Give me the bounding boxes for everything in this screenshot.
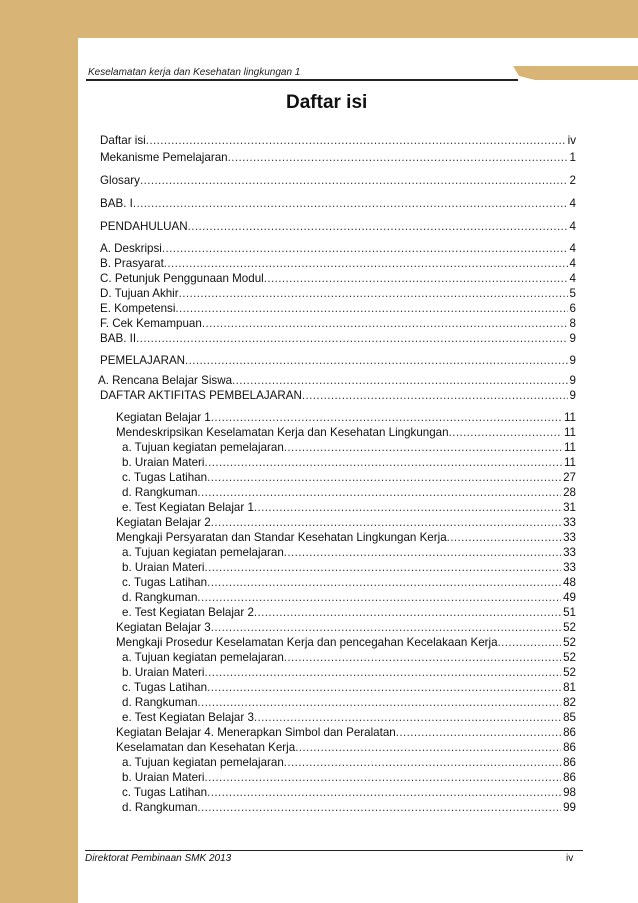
toc-entry-page: 9	[569, 374, 576, 387]
toc-leader-dots	[228, 151, 568, 164]
toc-entry[interactable]	[122, 711, 576, 724]
header-tab-shape	[513, 66, 638, 80]
toc-entry-page: 52	[563, 666, 576, 679]
toc-entry-label: e. Test Kegiatan Belajar 3	[122, 711, 254, 724]
toc-entry-label: e. Test Kegiatan Belajar 1	[122, 501, 254, 514]
toc-entry-page: 82	[563, 696, 576, 709]
toc-entry[interactable]	[100, 389, 576, 402]
toc-entry-label: B. Prasyarat	[100, 257, 164, 270]
toc-entry-label: BAB. II	[100, 332, 137, 345]
toc-entry-label: d. Rangkuman	[122, 591, 198, 604]
toc-leader-dots	[284, 651, 561, 664]
toc-entry-page: 86	[563, 726, 576, 739]
toc-leader-dots	[302, 389, 568, 402]
toc-entry[interactable]	[100, 302, 576, 315]
toc-entry-page: 9	[569, 354, 576, 367]
toc-entry[interactable]	[100, 174, 576, 187]
toc-entry-page: 9	[569, 389, 576, 402]
toc-leader-dots	[204, 666, 561, 679]
toc-entry-label: e. Test Kegiatan Belajar 2	[122, 606, 254, 619]
toc-entry[interactable]	[122, 786, 576, 799]
toc-entry-page: iv	[567, 134, 576, 147]
toc-entry-page: 86	[563, 741, 576, 754]
toc-leader-dots	[197, 696, 561, 709]
toc-entry-page: 6	[569, 302, 576, 315]
toc-entry[interactable]	[122, 561, 576, 574]
toc-entry-page: 99	[563, 801, 576, 814]
toc-entry-label: c. Tugas Latihan	[122, 786, 208, 799]
toc-entry-page: 4	[569, 272, 576, 285]
toc-entry-page: 2	[569, 174, 576, 187]
toc-entry-page: 85	[563, 711, 576, 724]
toc-leader-dots	[396, 726, 561, 739]
toc-leader-dots	[284, 441, 562, 454]
toc-entry-page: 52	[563, 636, 576, 649]
toc-entry-page: 48	[563, 576, 576, 589]
toc-entry-label: Mekanisme Pemelajaran	[100, 151, 228, 164]
toc-entry-page: 11	[563, 441, 576, 454]
toc-leader-dots	[211, 516, 561, 529]
toc-entry-label: d. Rangkuman	[122, 486, 198, 499]
toc-entry-page: 4	[569, 242, 576, 255]
toc-leader-dots	[204, 561, 561, 574]
toc-leader-dots	[447, 531, 561, 544]
toc-entry[interactable]	[122, 651, 576, 664]
toc-entry-page: 5	[569, 287, 576, 300]
toc-entry-label: a. Tujuan kegiatan pemelajaran	[122, 651, 284, 664]
toc-leader-dots	[254, 711, 561, 724]
toc-entry-label: DAFTAR AKTIFITAS PEMBELAJARAN	[100, 389, 302, 402]
toc-entry[interactable]	[122, 606, 576, 619]
toc-entry-page: 28	[563, 486, 576, 499]
toc-entry-label: b. Uraian Materi	[122, 771, 205, 784]
toc-entry[interactable]	[122, 471, 576, 484]
toc-entry[interactable]	[122, 681, 576, 694]
toc-entry-page: 33	[563, 546, 576, 559]
toc-entry[interactable]	[122, 546, 576, 559]
toc-entry[interactable]	[122, 456, 576, 469]
toc-leader-dots	[197, 591, 561, 604]
toc-leader-dots	[175, 302, 567, 315]
toc-leader-dots	[264, 272, 568, 285]
toc-entry-label: D. Tujuan Akhir	[100, 287, 179, 300]
toc-entry[interactable]	[100, 197, 576, 210]
toc-entry-page: 4	[569, 257, 576, 270]
toc-entry[interactable]	[100, 332, 576, 345]
toc-leader-dots	[146, 134, 566, 147]
toc-entry[interactable]	[100, 220, 576, 233]
toc-entry[interactable]	[122, 486, 576, 499]
toc-entry-label: Keselamatan dan Kesehatan Kerja	[116, 741, 296, 754]
toc-leader-dots	[232, 374, 568, 387]
toc-entry[interactable]	[116, 516, 576, 529]
toc-entry[interactable]	[122, 441, 576, 454]
toc-entry[interactable]	[100, 242, 576, 255]
toc-leader-dots	[284, 546, 561, 559]
toc-entry-label: Daftar isi	[100, 134, 146, 147]
toc-entry-label: A. Deskripsi	[100, 242, 162, 255]
toc-leader-dots	[185, 354, 568, 367]
toc-entry-label: a. Tujuan kegiatan pemelajaran	[122, 546, 284, 559]
toc-entry[interactable]	[100, 151, 576, 164]
toc-entry-page: 51	[563, 606, 576, 619]
toc-entry[interactable]	[100, 134, 576, 147]
toc-leader-dots	[204, 771, 561, 784]
toc-entry-label: Mendeskripsikan Keselamatan Kerja dan Kesehatan Lingkungan	[116, 426, 449, 439]
toc-entry-page: 33	[563, 561, 576, 574]
toc-entry-page: 11	[563, 411, 576, 424]
toc-leader-dots	[140, 174, 568, 187]
toc-entry-page: 33	[563, 516, 576, 529]
toc-leader-dots	[284, 756, 561, 769]
toc-entry-page: 1	[569, 151, 576, 164]
toc-entry-page: 81	[563, 681, 576, 694]
toc-entry[interactable]	[122, 666, 576, 679]
toc-entry[interactable]	[122, 501, 576, 514]
toc-entry[interactable]	[122, 756, 576, 769]
toc-entry-label: Kegiatan Belajar 1	[116, 411, 211, 424]
toc-leader-dots	[204, 456, 561, 469]
toc-entry-page: 52	[563, 651, 576, 664]
toc-leader-dots	[164, 257, 568, 270]
toc-entry-page: 52	[563, 621, 576, 634]
toc-entry-label: a. Tujuan kegiatan pemelajaran	[122, 441, 284, 454]
toc-entry-label: Mengkaji Prosedur Keselamatan Kerja dan pencegahan Kecelakaan Kerja	[116, 636, 498, 649]
toc-entry-label: Glosary	[100, 174, 140, 187]
header-text: Keselamatan kerja dan Kesehatan lingkungan 1	[88, 67, 301, 78]
toc-leader-dots	[254, 501, 561, 514]
toc-leader-dots	[211, 621, 561, 634]
footer-text: Direktorat Pembinaan SMK 2013	[85, 853, 232, 864]
toc-leader-dots	[133, 197, 568, 210]
toc-entry[interactable]	[122, 696, 576, 709]
toc-entry-label: b. Uraian Materi	[122, 456, 205, 469]
toc-entry[interactable]	[122, 591, 576, 604]
toc-entry-label: c. Tugas Latihan	[122, 681, 208, 694]
toc-entry[interactable]	[116, 621, 576, 634]
footer-page-number: iv	[566, 853, 574, 864]
toc-entry-label: C. Petunjuk Penggunaan Modul	[100, 272, 264, 285]
toc-entry-label: BAB. I	[100, 197, 133, 210]
toc-leader-dots	[207, 576, 561, 589]
toc-leader-dots	[188, 220, 568, 233]
toc-leader-dots	[207, 681, 561, 694]
toc-entry[interactable]	[116, 741, 576, 754]
toc-entry-label: c. Tugas Latihan	[122, 471, 208, 484]
page-title: Daftar isi	[286, 92, 368, 113]
toc-leader-dots	[162, 242, 568, 255]
toc-entry[interactable]	[100, 287, 576, 300]
toc-entry-page: 98	[563, 786, 576, 799]
toc-entry-page: 8	[569, 317, 576, 330]
toc-entry-label: F. Cek Kemampuan	[100, 317, 202, 330]
toc-leader-dots	[254, 606, 561, 619]
toc-leader-dots	[197, 486, 561, 499]
toc-entry-label: b. Uraian Materi	[122, 561, 205, 574]
toc-leader-dots	[136, 332, 567, 345]
toc-entry-page: 33	[563, 531, 576, 544]
toc-entry-page: 49	[563, 591, 576, 604]
toc-entry[interactable]	[100, 257, 576, 270]
toc-leader-dots	[295, 741, 561, 754]
toc-entry-label: Kegiatan Belajar 3	[116, 621, 211, 634]
toc-leader-dots	[211, 411, 562, 424]
footer-rule	[85, 850, 583, 851]
toc-entry[interactable]	[122, 771, 576, 784]
toc-entry[interactable]	[122, 576, 576, 589]
toc-entry-label: Kegiatan Belajar 4. Menerapkan Simbol dan Peralatan	[116, 726, 396, 739]
toc-entry[interactable]	[116, 726, 576, 739]
toc-entry[interactable]	[100, 272, 576, 285]
toc-entry-page: 86	[563, 771, 576, 784]
toc-entry[interactable]	[122, 801, 576, 814]
toc-leader-dots	[207, 471, 561, 484]
toc-entry-page: 11	[563, 426, 576, 439]
toc-entry[interactable]	[100, 317, 576, 330]
toc-entry-label: E. Kompetensi	[100, 302, 176, 315]
toc-entry-label: b. Uraian Materi	[122, 666, 205, 679]
toc-entry[interactable]	[100, 354, 576, 367]
toc-entry-label: a. Tujuan kegiatan pemelajaran	[122, 756, 284, 769]
toc-leader-dots	[179, 287, 568, 300]
toc-entry[interactable]	[116, 411, 576, 424]
header-rule	[86, 79, 518, 81]
toc-entry-page: 4	[569, 220, 576, 233]
toc-entry-label: d. Rangkuman	[122, 696, 198, 709]
toc-entry-page: 86	[563, 756, 576, 769]
toc-entry[interactable]	[116, 531, 576, 544]
toc-leader-dots	[197, 801, 561, 814]
toc-entry-label: Kegiatan Belajar 2	[116, 516, 211, 529]
toc-entry-label: c. Tugas Latihan	[122, 576, 208, 589]
toc-entry-page: 4	[569, 197, 576, 210]
running-header	[78, 66, 638, 80]
toc-entry-page: 11	[563, 456, 576, 469]
toc-entry-label: A. Rencana Belajar Siswa	[98, 374, 233, 387]
toc-entry-page: 27	[563, 471, 576, 484]
toc-leader-dots	[207, 786, 561, 799]
toc-entry[interactable]	[116, 636, 576, 649]
toc-leader-dots	[202, 317, 568, 330]
toc-entry-label: PENDAHULUAN	[100, 220, 188, 233]
toc-entry-page: 31	[563, 501, 576, 514]
toc-entry-label: d. Rangkuman	[122, 801, 198, 814]
toc-entry-page: 9	[569, 332, 576, 345]
toc-leader-dots	[498, 636, 562, 649]
toc-leader-dots	[449, 426, 562, 439]
toc-entry[interactable]	[98, 374, 576, 387]
toc-entry[interactable]	[116, 426, 576, 439]
toc-entry-label: PEMELAJARAN	[100, 354, 186, 367]
toc-entry-label: Mengkaji Persyaratan dan Standar Kesehatan Lingkungan Kerja	[116, 531, 447, 544]
